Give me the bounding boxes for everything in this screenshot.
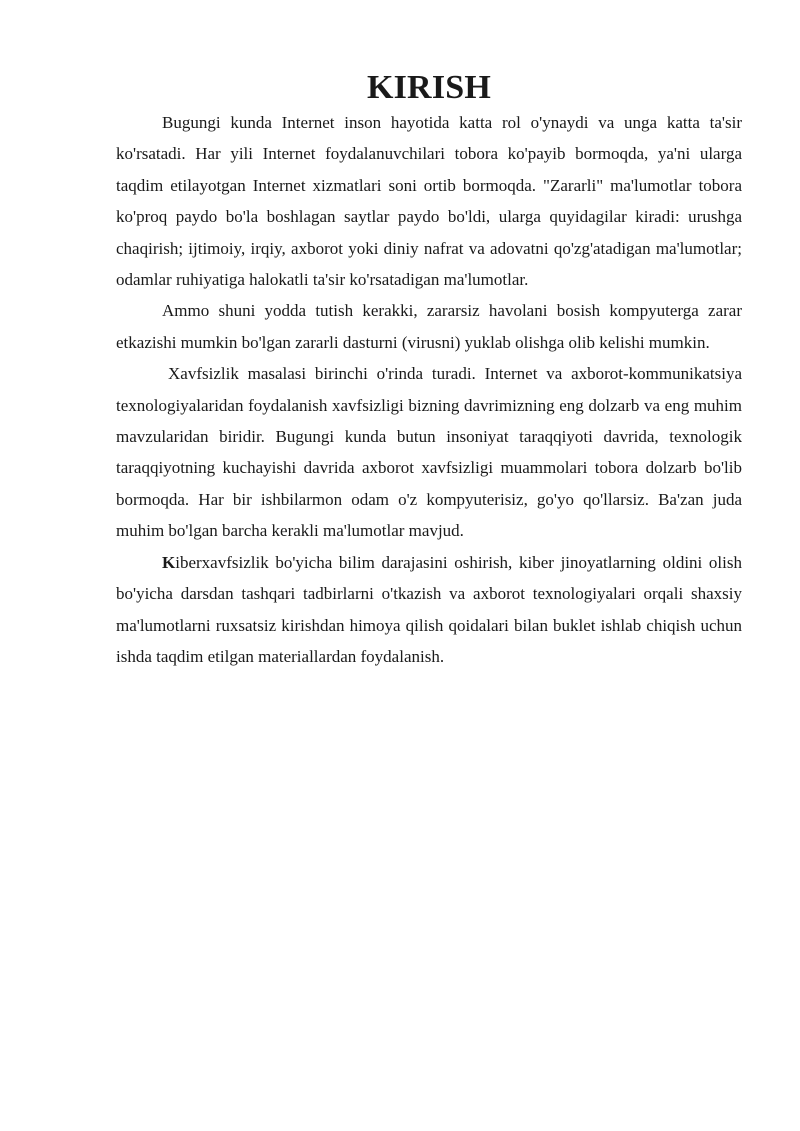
drop-initial-letter: K bbox=[162, 552, 176, 572]
document-body bbox=[116, 69, 742, 672]
paragraph-3: Xavfsizlik masalasi birinchi o'rinda turadi. Internet va axborot-kommunikatsiya texnologiyalaridan foydalanish xavfsizligi bizning davrimizning eng dolzarb va eng muhim mavzularidan biridir. Bugungi kunda butun insoniyat taraqqiyoti davrida, texnologik taraqqiyotning kuchayishi davrida axborot xavfsizligi muammolari tobora dolzarb bo'lib bormoqda. Har bir ishbilarmon odam o'z kompyuterisiz, go'yo qo'llarsiz. Ba'zan juda muhim bo'lgan barcha kerakli ma'lumotlar mavjud. bbox=[116, 364, 742, 541]
paragraph-2: Ammo shuni yodda tutish kerakki, zararsiz havolani bosish kompyuterga zarar etkazishi mumkin bo'lgan zararli dasturni (virusni) yuklab olishga olib kelishi mumkin. bbox=[116, 301, 742, 352]
document-title: KIRISH bbox=[366, 69, 492, 106]
paragraph-4 bbox=[116, 547, 742, 673]
paragraph-4-text: iberxavfsizlik bo'yicha bilim darajasini oshirish, kiber jinoyatlarning oldini olish bo'yicha darsdan tashqari tadbirlarni o'tkazish va axborot texnologiyalari orqali shaxsiy ma'lumotlarni ruxsatsiz kirishdan himoya qilish qoidalari bilan buklet ishlab chiqish uchun ishda taqdim etilgan materiallardan foydalanish. bbox=[116, 552, 742, 666]
paragraph-1: Bugungi kunda Internet inson hayotida katta rol o'ynaydi va unga katta ta'sir ko'rsatadi. Har yili Internet foydalanuvchilari tobora ko'payib bormoqda, ya'ni ularga taqdim etilayotgan Internet xizmatlari soni ortib bormoqda. "Zararli" ma'lumotlar tobora ko'proq paydo bo'la boshlagan saytlar paydo bo'ldi, ularga quyidagilar kiradi: urushga chaqirish; ijtimoiy, irqiy, axborot yoki diniy nafrat va adovatni qo'zg'atadigan ma'lumotlar; odamlar ruhiyatiga halokatli ta'sir ko'rsatadigan ma'lumotlar. bbox=[116, 113, 742, 290]
